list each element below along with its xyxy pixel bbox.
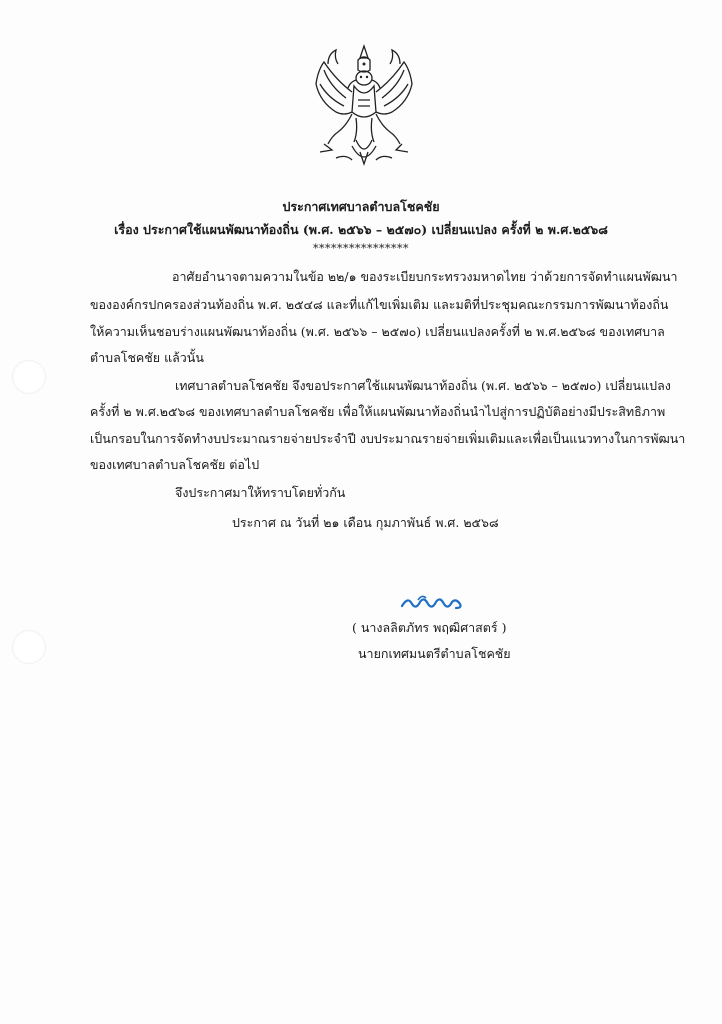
paragraph-2-line: ครั้งที่ ๒ พ.ศ.๒๕๖๘ ของเทศบาลตำบลโชคชัย เพื่อให้แผนพัฒนาท้องถิ่นนำไปสู่การปฏิบัติอย่างมีประสิทธิภาพ bbox=[90, 404, 666, 419]
paragraph-1-line: ตำบลโชคชัย แล้วนั้น bbox=[90, 350, 204, 365]
paragraph-1-line: ขององค์กรปกครองส่วนท้องถิ่น พ.ศ. ๒๕๔๘ และที่แก้ไขเพิ่มเติม และมติที่ประชุมคณะกรรมการพัฒนาท้องถิ่น bbox=[90, 297, 669, 312]
closing-statement: จึงประกาศมาให้ทราบโดยทั่วกัน bbox=[175, 485, 346, 500]
handwritten-signature bbox=[398, 590, 468, 616]
punch-hole bbox=[12, 360, 46, 394]
title-divider: **************** bbox=[313, 242, 409, 255]
signatory-name: ( นางลลิตภัทร พฤฒิศาสตร์ ) bbox=[352, 620, 507, 635]
announcement-date: ประกาศ ณ วันที่ ๒๑ เดือน กุมภาพันธ์ พ.ศ. ๒๕๖๘ bbox=[232, 515, 499, 530]
paragraph-2-line: เป็นกรอบในการจัดทำงบประมาณรายจ่ายประจำปี งบประมาณรายจ่ายเพิ่มเติมและเพื่อเป็นแนวทางในการพัฒนา bbox=[90, 431, 686, 446]
paragraph-2-line: ของเทศบาลตำบลโชคชัย ต่อไป bbox=[90, 457, 260, 472]
paragraph-1-line: ให้ความเห็นชอบร่างแผนพัฒนาท้องถิ่น (พ.ศ. ๒๕๖๖ – ๒๕๗๐) เปลี่ยนแปลงครั้งที่ ๒ พ.ศ.๒๕๖๘ ของเทศบาล bbox=[90, 324, 665, 339]
signatory-position: นายกเทศมนตรีตำบลโชคชัย bbox=[358, 646, 511, 661]
garuda-emblem-icon bbox=[306, 40, 422, 170]
paragraph-2-line: เทศบาลตำบลโชคชัย จึงขอประกาศใช้แผนพัฒนาท้องถิ่น (พ.ศ. ๒๕๖๖ – ๒๕๗๐) เปลี่ยนแปลง bbox=[175, 378, 671, 393]
announcement-title: ประกาศเทศบาลตำบลโชคชัย bbox=[282, 199, 440, 214]
announcement-subject: เรื่อง ประกาศใช้แผนพัฒนาท้องถิ่น (พ.ศ. ๒๕๖๖ – ๒๕๗๐) เปลี่ยนแปลง ครั้งที่ ๒ พ.ศ.๒๕๖๘ bbox=[114, 222, 608, 237]
punch-hole bbox=[12, 630, 46, 664]
paragraph-1-line: อาศัยอำนาจตามความในข้อ ๒๒/๑ ของระเบียบกระทรวงมหาดไทย ว่าด้วยการจัดทำแผนพัฒนา bbox=[172, 269, 678, 284]
